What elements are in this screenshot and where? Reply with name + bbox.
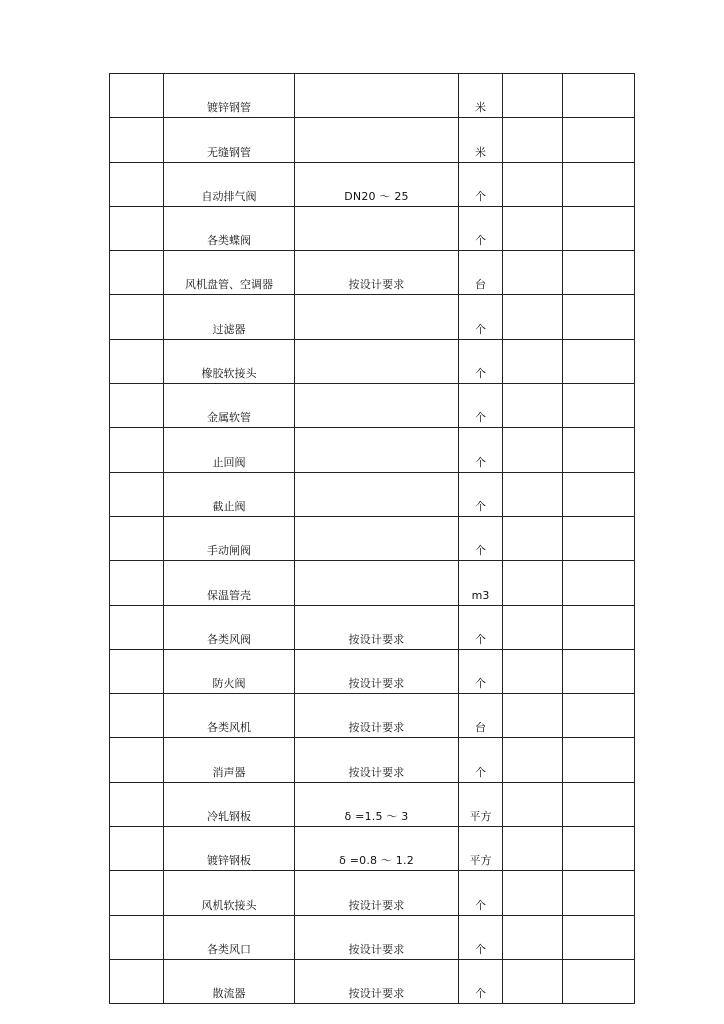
- item-unit-cell: 个: [459, 384, 503, 428]
- item-spec-cell: 按设计要求: [295, 251, 459, 295]
- item-unit-cell: 个: [459, 428, 503, 472]
- item-quantity-cell: [503, 74, 563, 118]
- row-index-cell: [110, 384, 164, 428]
- item-name-cell: 散流器: [164, 959, 295, 1003]
- item-name-cell: 风机盘管、空调器: [164, 251, 295, 295]
- item-name-cell: 自动排气阀: [164, 162, 295, 206]
- row-index-cell: [110, 74, 164, 118]
- row-index-cell: [110, 206, 164, 250]
- item-note-cell: [563, 118, 635, 162]
- materials-table: [109, 73, 635, 1004]
- item-note-cell: [563, 738, 635, 782]
- table-row: [110, 694, 635, 738]
- item-unit-cell: 个: [459, 649, 503, 693]
- row-index-cell: [110, 694, 164, 738]
- item-spec-cell: [295, 339, 459, 383]
- item-note-cell: [563, 959, 635, 1003]
- item-quantity-cell: [503, 782, 563, 826]
- item-name-cell: 消声器: [164, 738, 295, 782]
- item-name-cell: 止回阀: [164, 428, 295, 472]
- item-quantity-cell: [503, 472, 563, 516]
- table-row: [110, 118, 635, 162]
- row-index-cell: [110, 162, 164, 206]
- item-spec-cell: [295, 561, 459, 605]
- item-name-cell: 截止阀: [164, 472, 295, 516]
- item-quantity-cell: [503, 428, 563, 472]
- row-index-cell: [110, 428, 164, 472]
- item-unit-cell: 个: [459, 915, 503, 959]
- item-name-cell: 各类风口: [164, 915, 295, 959]
- item-quantity-cell: [503, 251, 563, 295]
- item-note-cell: [563, 915, 635, 959]
- item-name-cell: 手动闸阀: [164, 516, 295, 560]
- item-note-cell: [563, 561, 635, 605]
- table-row: [110, 162, 635, 206]
- item-quantity-cell: [503, 605, 563, 649]
- item-spec-cell: 按设计要求: [295, 605, 459, 649]
- row-index-cell: [110, 561, 164, 605]
- row-index-cell: [110, 738, 164, 782]
- item-spec-cell: 按设计要求: [295, 915, 459, 959]
- item-spec-cell: δ =1.5 ～ 3: [295, 782, 459, 826]
- item-note-cell: [563, 206, 635, 250]
- item-unit-cell: 米: [459, 118, 503, 162]
- item-unit-cell: 个: [459, 162, 503, 206]
- item-name-cell: 各类风阀: [164, 605, 295, 649]
- table-row: [110, 472, 635, 516]
- item-quantity-cell: [503, 516, 563, 560]
- item-note-cell: [563, 694, 635, 738]
- item-spec-cell: 按设计要求: [295, 959, 459, 1003]
- table-row: [110, 871, 635, 915]
- item-quantity-cell: [503, 649, 563, 693]
- item-spec-cell: [295, 118, 459, 162]
- item-quantity-cell: [503, 561, 563, 605]
- item-name-cell: 风机软接头: [164, 871, 295, 915]
- item-unit-cell: 平方: [459, 782, 503, 826]
- item-quantity-cell: [503, 915, 563, 959]
- item-name-cell: 过滤器: [164, 295, 295, 339]
- table-row: [110, 251, 635, 295]
- table-row: [110, 959, 635, 1003]
- item-note-cell: [563, 871, 635, 915]
- item-unit-cell: 个: [459, 516, 503, 560]
- item-unit-cell: 个: [459, 339, 503, 383]
- item-note-cell: [563, 295, 635, 339]
- item-name-cell: 金属软管: [164, 384, 295, 428]
- item-spec-cell: 按设计要求: [295, 649, 459, 693]
- item-unit-cell: 台: [459, 251, 503, 295]
- item-name-cell: 各类蝶阀: [164, 206, 295, 250]
- item-note-cell: [563, 384, 635, 428]
- item-name-cell: 防火阀: [164, 649, 295, 693]
- item-unit-cell: 米: [459, 74, 503, 118]
- item-name-cell: 镀锌钢管: [164, 74, 295, 118]
- item-quantity-cell: [503, 162, 563, 206]
- row-index-cell: [110, 782, 164, 826]
- item-quantity-cell: [503, 384, 563, 428]
- item-name-cell: 无缝钢管: [164, 118, 295, 162]
- item-spec-cell: [295, 295, 459, 339]
- item-unit-cell: 台: [459, 694, 503, 738]
- item-quantity-cell: [503, 118, 563, 162]
- table-row: [110, 339, 635, 383]
- item-unit-cell: 个: [459, 959, 503, 1003]
- table-row: [110, 649, 635, 693]
- row-index-cell: [110, 871, 164, 915]
- item-name-cell: 各类风机: [164, 694, 295, 738]
- table-row: [110, 206, 635, 250]
- table-row: [110, 384, 635, 428]
- item-unit-cell: 个: [459, 472, 503, 516]
- table-row: [110, 74, 635, 118]
- item-quantity-cell: [503, 827, 563, 871]
- table-row: [110, 516, 635, 560]
- item-note-cell: [563, 251, 635, 295]
- item-note-cell: [563, 339, 635, 383]
- item-note-cell: [563, 605, 635, 649]
- item-spec-cell: DN20 ～ 25: [295, 162, 459, 206]
- row-index-cell: [110, 605, 164, 649]
- item-quantity-cell: [503, 959, 563, 1003]
- row-index-cell: [110, 118, 164, 162]
- item-quantity-cell: [503, 871, 563, 915]
- item-name-cell: 橡胶软接头: [164, 339, 295, 383]
- item-note-cell: [563, 649, 635, 693]
- item-spec-cell: [295, 384, 459, 428]
- item-unit-cell: 个: [459, 605, 503, 649]
- row-index-cell: [110, 827, 164, 871]
- item-spec-cell: 按设计要求: [295, 694, 459, 738]
- item-spec-cell: [295, 516, 459, 560]
- item-unit-cell: 个: [459, 871, 503, 915]
- item-quantity-cell: [503, 295, 563, 339]
- item-name-cell: 保温管壳: [164, 561, 295, 605]
- item-unit-cell: m3: [459, 561, 503, 605]
- row-index-cell: [110, 649, 164, 693]
- item-name-cell: 冷轧钢板: [164, 782, 295, 826]
- item-note-cell: [563, 74, 635, 118]
- table-row: [110, 295, 635, 339]
- item-unit-cell: 个: [459, 206, 503, 250]
- row-index-cell: [110, 251, 164, 295]
- item-name-cell: 镀锌钢板: [164, 827, 295, 871]
- item-spec-cell: [295, 472, 459, 516]
- item-unit-cell: 平方: [459, 827, 503, 871]
- item-note-cell: [563, 428, 635, 472]
- table-row: [110, 605, 635, 649]
- row-index-cell: [110, 915, 164, 959]
- item-note-cell: [563, 782, 635, 826]
- item-note-cell: [563, 472, 635, 516]
- item-quantity-cell: [503, 206, 563, 250]
- row-index-cell: [110, 339, 164, 383]
- row-index-cell: [110, 959, 164, 1003]
- item-unit-cell: 个: [459, 295, 503, 339]
- row-index-cell: [110, 516, 164, 560]
- item-spec-cell: δ =0.8 ～ 1.2: [295, 827, 459, 871]
- table-row: [110, 827, 635, 871]
- table-row: [110, 561, 635, 605]
- row-index-cell: [110, 472, 164, 516]
- item-spec-cell: 按设计要求: [295, 871, 459, 915]
- table-row: [110, 915, 635, 959]
- item-spec-cell: [295, 428, 459, 472]
- table-row: [110, 738, 635, 782]
- table-row: [110, 428, 635, 472]
- materials-table-body: [110, 74, 635, 1004]
- row-index-cell: [110, 295, 164, 339]
- item-spec-cell: [295, 74, 459, 118]
- item-quantity-cell: [503, 694, 563, 738]
- table-row: [110, 782, 635, 826]
- item-note-cell: [563, 516, 635, 560]
- item-note-cell: [563, 162, 635, 206]
- item-spec-cell: [295, 206, 459, 250]
- item-spec-cell: 按设计要求: [295, 738, 459, 782]
- item-quantity-cell: [503, 339, 563, 383]
- item-note-cell: [563, 827, 635, 871]
- item-unit-cell: 个: [459, 738, 503, 782]
- item-quantity-cell: [503, 738, 563, 782]
